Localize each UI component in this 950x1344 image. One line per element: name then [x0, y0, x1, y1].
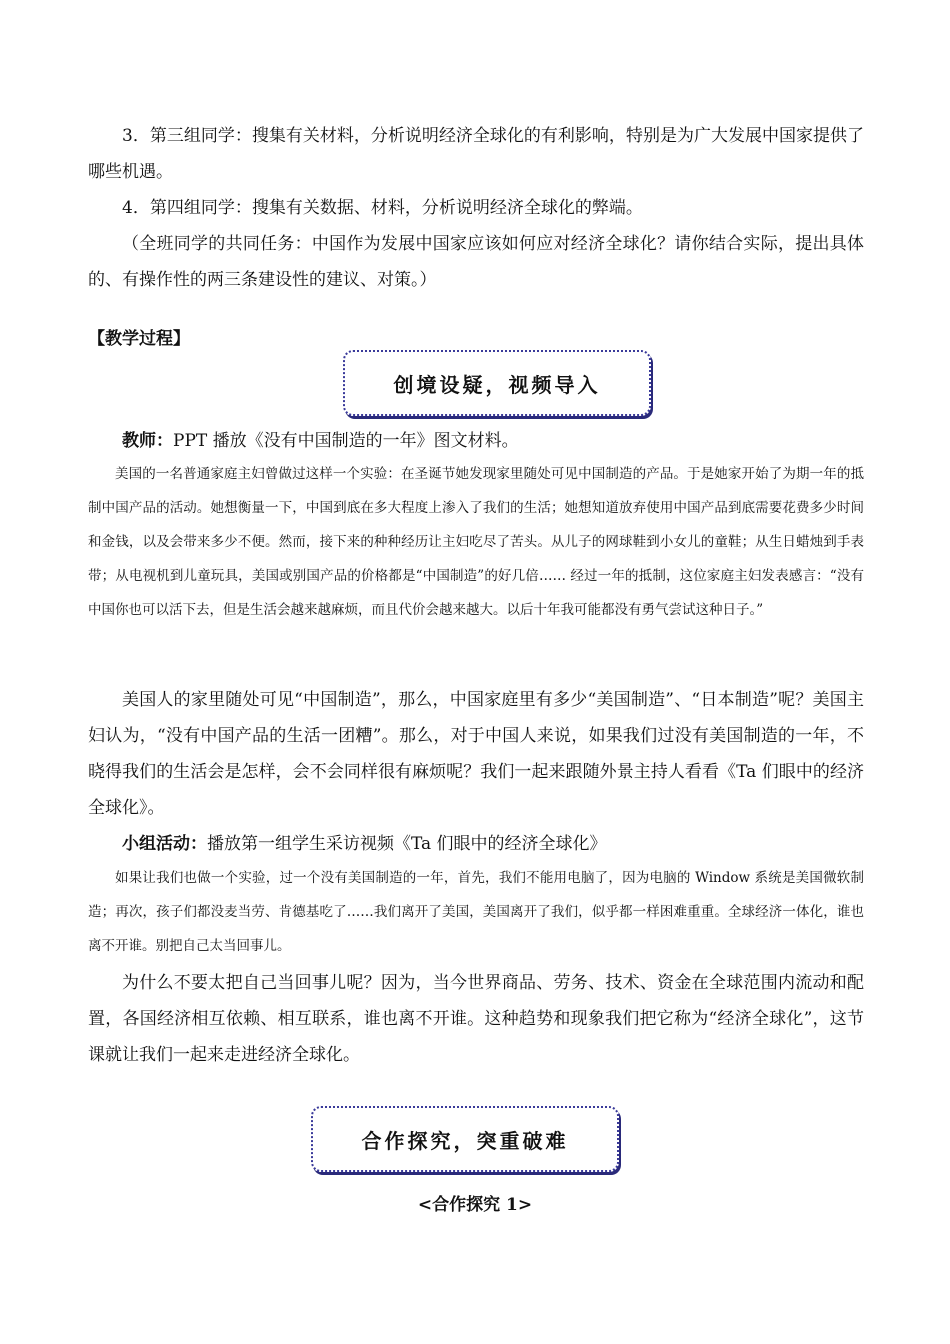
common-task-paragraph: （全班同学的共同任务：中国作为发展中国家应该如何应对经济全球化？请你结合实际，提出具体的、有操作性的两三条建设性的建议、对策。）	[88, 234, 864, 290]
group-activity-paragraph	[88, 826, 864, 862]
group-activity-label: 小组活动：	[122, 834, 207, 854]
teacher-paragraph	[88, 423, 864, 459]
subsection-heading: <合作探究 1>	[417, 1195, 533, 1215]
conclusion-paragraph: 为什么不要太把自己当回事儿呢？因为，当今世界商品、劳务、技术、资金在全球范围内流动和配置，各国经济相互依赖、相互联系，谁也离不开谁。这种趋势和现象我们把它称为“经济全球化”，这节课就让我们一起来走进经济全球化。	[88, 973, 864, 1065]
teacher-label: 教师：	[122, 431, 173, 451]
discussion-paragraph: 美国人的家里随处可见“中国制造”，那么，中国家庭里有多少“美国制造”、“日本制造”呢？美国主妇认为，“没有中国产品的生活一团糟”。那么，对于中国人来说，如果我们过没有美国制造的一年，不晓得我们的生活会是怎样，会不会同样很有麻烦呢？我们一起来跟随外景主持人看看《Ta 们眼中的经济全球化》。	[88, 690, 864, 818]
group-activity-text: 播放第一组学生采访视频《Ta 们眼中的经济全球化》	[207, 834, 607, 854]
material-1-paragraph: 美国的一名普通家庭主妇曾做过这样一个实验：在圣诞节她发现家里随处可见中国制造的产品。于是她家开始了为期一年的抵制中国产品的活动。她想衡量一下，中国到底在多大程度上渗入了我们的生活；她想知道放弃使用中国产品到底需要花费多少时间和金钱，以及会带来多少不便。然而，接下来的种种经历让主妇吃尽了苦头。从儿子的网球鞋到小女儿的童鞋；从生日蜡烛到手表带；从电视机到儿童玩具，美国或别国产品的价格都是“中国制造”的好几倍…… 经过一年的抵制，这位家庭主妇发表感言：“没有中国你也可以活下去，但是生活会越来越麻烦，而且代价会越来越大。以后十年我可能都没有勇气尝试这种日子。”	[88, 466, 864, 618]
section-box-intro	[343, 350, 651, 416]
section-box-cooperation-title: 合作探究，突重破难	[361, 1128, 569, 1153]
task-4-paragraph: 4．第四组同学：搜集有关数据、材料，分析说明经济全球化的弊端。	[122, 198, 643, 218]
section-heading: 【教学过程】	[88, 329, 190, 349]
section-box-intro-title: 创境设疑，视频导入	[393, 372, 601, 397]
task-3-paragraph: 3．第三组同学：搜集有关材料，分析说明经济全球化的有利影响，特别是为广大发展中国家提供了哪些机遇。	[88, 126, 864, 182]
section-box-cooperation	[311, 1106, 619, 1172]
material-2-paragraph: 如果让我们也做一个实验，过一个没有美国制造的一年，首先，我们不能用电脑了，因为电脑的 Window 系统是美国微软制造；再次，孩子们都没麦当劳、肯德基吃了……我们离开了美国，美国离开了我们，似乎都一样困难重重。全球经济一体化，谁也离不开谁。别把自己太当回事儿。	[88, 870, 864, 954]
teacher-text: PPT 播放《没有中国制造的一年》图文材料。	[173, 431, 519, 451]
